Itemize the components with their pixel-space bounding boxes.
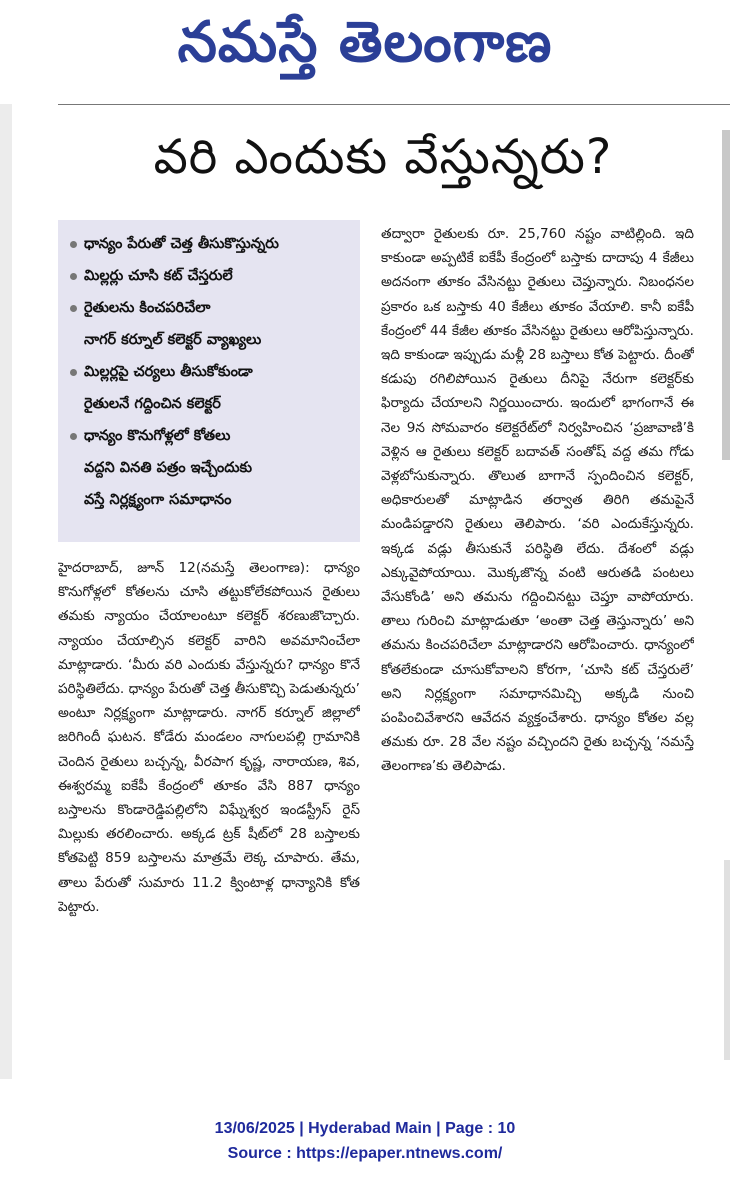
highlight-item: ధాన్యం పేరుతో చెత్త తీసుకొస్తున్నరు (66, 228, 356, 260)
top-divider (58, 104, 730, 105)
adjacent-text-strip-right (724, 860, 730, 1060)
highlight-item: రైతులను కించపరిచేలా (66, 292, 356, 324)
article-column-1 (58, 556, 360, 1081)
source-link[interactable]: Source : https://epaper.ntnews.com/ (227, 1145, 503, 1162)
article-headline: వరి ఎందుకు వేస్తున్నరు? (153, 129, 613, 185)
highlights-box (58, 220, 360, 542)
highlight-item-continuation: నాగర్ కర్నూల్ కలెక్టర్ వ్యాఖ్యలు (84, 332, 262, 348)
edition-info: 13/06/2025 | Hyderabad Main | Page : 10 (214, 1120, 516, 1137)
highlight-item-continuation: రైతులనే గద్దించిన కలెక్టర్ (84, 396, 221, 412)
article-body-text: తద్వారా రైతులకు రూ. 25,760 నష్టం వాటిల్లింది. ఇది కాకుండా అప్పటికే ఐకేపీ కేంద్రంలో బస్తాకు దాదాపు 4 కేజీలు అదనంగా తూకం వేసినట్టు రైతులు చెప్తున్నారు. నిబంధనల ప్రకారం ఒక బస్తాకు 40 కేజీలు తూకం వేయాలి. కానీ ఐకేపీ కేంద్రంలో 44 కేజీల తూకం వేసినట్టు రైతులు ఆరోపిస్తున్నారు. ఇది కాకుండా ఇప్పుడు మళ్లీ 28 బస్తాలు కోత పెట్టారు. దీంతో కడుపు రగిలిపోయిన రైతులు దీనిపై నేరుగా కలెక్టర్‌కు ఫిర్యాదు చేయాలని నిర్ణయించారు. ఇందులో భాగంగానే ఈ నెల 9న సోమవారం కలెక్టరేట్‌లో నిర్వహించిన ‘ప్రజావాణి’కి వెళ్లిన ఆ రైతులు కలెక్టర్ బదావత్ సంతోష్ వద్ద తమ గోడు వెళ్లబోసుకున్నారు. తొలుత బాగానే స్పందించిన కలెక్టర్, అధికారులతో మాట్లాడిన తర్వాత తిరిగి తమపైనే మండిపడ్డారని రైతులు తెలిపారు. ‘వరి ఎందుకేస్తున్నరు. ఇక్కడ వడ్లు తీసుకునే పరిస్థితి లేదు. దేశంలో వడ్లు ఎక్కువైపోయాయి. మొక్కజొన్న వంటి ఆరుతడి పంటలు వేసుకోండి’ అని తమను గద్దించినట్టు చెప్తూ వాపోయారు. తాలు గురించి మాట్లాడుతూ ‘అంతా చెత్త తెస్తున్నారు’ అని తమను కించపరిచేలా మాట్లాడారని ఆరోపించారు. ధాన్యంలో కోతలేకుండా చూసుకోవాలని కోరగా, ‘చూసి కట్ చేస్తరులే’ అని నిర్లక్ష్యంగా సమాధానమిచ్చి అక్కడి నుంచి పంపించివేశారని ఆవేదన వ్యక్తంచేశారు. ధాన్యం కోతల వల్ల తమకు రూ. 28 వేల నష్టం వచ్చిందని రైతు బచ్చన్న ‘నమస్తే తెలంగాణ’కు తెలిపాడు. (381, 226, 694, 775)
article-column-2 (381, 222, 694, 1082)
newspaper-logo: నమస్తే తెలంగాణ (177, 10, 553, 75)
masthead (0, 0, 730, 96)
highlight-item: మిల్లర్లపై చర్యలు తీసుకోకుండా (66, 356, 356, 388)
highlight-item: ధాన్యం కొనుగోళ్లలో కోతలు (66, 420, 356, 452)
article-body-text: హైదరాబాద్, జూన్ 12(నమస్తే తెలంగాణ): ధాన్యం కొనుగోళ్లలో కోతలను చూసి తట్టుకోలేకపోయిన రైతులు తమకు న్యాయం చేయాలంటూ కలెక్టర్ శరణుజొచ్చారు. న్యాయం చేయాల్సిన కలెక్టర్ వారిని అవమానించేలా మాట్లాడారు. ‘మీరు వరి ఎందుకు వేస్తున్నరు? ధాన్యం కొనే పరిస్థితిలేదు. ధాన్యం పేరుతో చెత్త తీసుకొచ్చి పెడుతున్నరు’ అంటూ నిర్లక్ష్యంగా మాట్లాడారు. నాగర్ కర్నూల్ జిల్లాలో జరిగిందీ ఘటన. కోడేరు మండలం నాగులపల్లి గ్రామానికి చెందిన రైతులు బచ్చన్న, వీరపాగ కృష్ణ, నారాయణ, శివ, ఈశ్వరమ్మ ఐకేపీ కేంద్రంలో తూకం వేసి 887 ధాన్యం బస్తాలను కొండారెడ్డిపల్లిలోని విఘ్నేశ్వర ఇండస్ట్రీస్ రైస్ మిల్లుకు తరలించారు. అక్కడ ట్రక్ షీట్‌లో 28 బస్తాలకు కోతపెట్టి 859 బస్తాలను మాత్రమే లెక్క చూపారు. తేమ, తాలు పేరుతో సుమారు 11.2 క్వింటాళ్ల ధాన్యానికి కోత పెట్టారు. (58, 560, 360, 915)
highlights-list (58, 220, 360, 516)
highlight-item-continuation: వస్తే నిర్లక్ష్యంగా సమాధానం (84, 492, 232, 508)
highlight-item: మిల్లర్లు చూసి కట్ చేస్తరులే (66, 260, 356, 292)
adjacent-photo-strip-right (722, 130, 730, 460)
highlight-item-continuation: వద్దని వినతి పత్రం ఇచ్చేందుకు (84, 460, 253, 476)
adjacent-article-strip-left (0, 104, 12, 1079)
